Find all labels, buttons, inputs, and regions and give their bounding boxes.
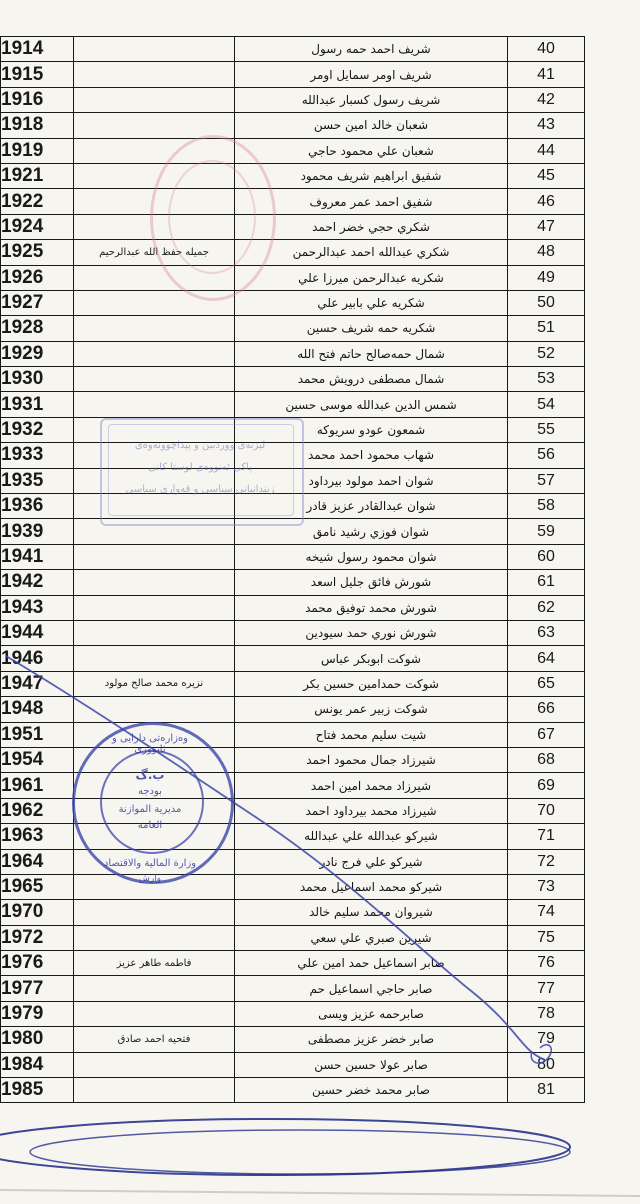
sequence-number-cell: 57 bbox=[508, 468, 585, 493]
employee-code-cell: 1951 bbox=[1, 722, 74, 747]
heir-name-cell bbox=[74, 570, 235, 595]
table-row bbox=[1, 417, 585, 442]
person-name-cell: شفيق احمد عمر معروف bbox=[235, 189, 508, 214]
employee-code-cell: 1936 bbox=[1, 494, 74, 519]
employee-code-cell: 1943 bbox=[1, 595, 74, 620]
employee-code-cell: 1924 bbox=[1, 214, 74, 239]
table-row bbox=[1, 747, 585, 772]
heir-name-cell: نزيره محمد صالح مولود bbox=[74, 671, 235, 696]
sequence-number-cell: 55 bbox=[508, 417, 585, 442]
person-name-cell: شورش فائق جليل اسعد bbox=[235, 570, 508, 595]
sequence-number-cell: 56 bbox=[508, 443, 585, 468]
heir-name-cell bbox=[74, 494, 235, 519]
bottom-ellipse-stroke bbox=[0, 1119, 570, 1175]
person-name-cell: شيرزاد جمال محمود احمد bbox=[235, 747, 508, 772]
sequence-number-cell: 75 bbox=[508, 925, 585, 950]
employee-code-cell: 1935 bbox=[1, 468, 74, 493]
person-name-cell: شفيق ابراهيم شريف محمود bbox=[235, 163, 508, 188]
table-row bbox=[1, 925, 585, 950]
sequence-number-cell: 59 bbox=[508, 519, 585, 544]
employee-code-cell: 1984 bbox=[1, 1052, 74, 1077]
sequence-number-cell: 43 bbox=[508, 113, 585, 138]
table-row bbox=[1, 798, 585, 823]
heir-name-cell: فاطمه طاهر عزيز bbox=[74, 951, 235, 976]
heir-name-cell bbox=[74, 138, 235, 163]
heir-name-cell bbox=[74, 265, 235, 290]
heir-name-cell bbox=[74, 544, 235, 569]
employee-code-cell: 1930 bbox=[1, 367, 74, 392]
heir-name-cell bbox=[74, 87, 235, 112]
ministry-stamp-center-line-3: مديرية الموازنة bbox=[118, 804, 182, 815]
person-name-cell: شوكت زبير عمر يونس bbox=[235, 697, 508, 722]
heir-name-cell bbox=[74, 849, 235, 874]
table-row bbox=[1, 392, 585, 417]
employee-code-cell: 1976 bbox=[1, 951, 74, 976]
sequence-number-cell: 76 bbox=[508, 951, 585, 976]
sequence-number-cell: 44 bbox=[508, 138, 585, 163]
rect-stamp-line-2: پاكی ئه‌نووه‌ی لوستا كانی bbox=[147, 462, 253, 473]
ministry-stamp-top-text: وەزارەتی دارايی و ئابووری bbox=[111, 733, 188, 755]
employee-code-cell: 1928 bbox=[1, 316, 74, 341]
heir-name-cell bbox=[74, 163, 235, 188]
table-row bbox=[1, 849, 585, 874]
sequence-number-cell: 51 bbox=[508, 316, 585, 341]
person-name-cell: شيروان محمد سليم خالد bbox=[235, 900, 508, 925]
table-row bbox=[1, 240, 585, 265]
heir-name-cell bbox=[74, 595, 235, 620]
sequence-number-cell: 46 bbox=[508, 189, 585, 214]
person-name-cell: شكري عبدالله احمد عبدالرحمن bbox=[235, 240, 508, 265]
sequence-number-cell: 40 bbox=[508, 37, 585, 62]
person-name-cell: شكريه علي بابير علي bbox=[235, 290, 508, 315]
person-name-cell: شيرين صبري علي سعي bbox=[235, 925, 508, 950]
roster-table-body bbox=[1, 37, 585, 1103]
sequence-number-cell: 58 bbox=[508, 494, 585, 519]
person-name-cell: شكريه حمه شريف حسين bbox=[235, 316, 508, 341]
employee-code-cell: 1916 bbox=[1, 87, 74, 112]
ministry-stamp-center-line-4: العامة bbox=[137, 820, 163, 831]
sequence-number-cell: 67 bbox=[508, 722, 585, 747]
heir-name-cell bbox=[74, 214, 235, 239]
table-row bbox=[1, 620, 585, 645]
employee-code-cell: 1921 bbox=[1, 163, 74, 188]
heir-name-cell bbox=[74, 976, 235, 1001]
table-row bbox=[1, 595, 585, 620]
table-row bbox=[1, 1027, 585, 1052]
heir-name-cell bbox=[74, 443, 235, 468]
person-name-cell: شيرزاد محمد امين احمد bbox=[235, 773, 508, 798]
heir-name-cell bbox=[74, 113, 235, 138]
employee-code-cell: 1963 bbox=[1, 824, 74, 849]
employee-code-cell: 1914 bbox=[1, 37, 74, 62]
sequence-number-cell: 68 bbox=[508, 747, 585, 772]
employee-code-cell: 1948 bbox=[1, 697, 74, 722]
heir-name-cell bbox=[74, 468, 235, 493]
sequence-number-cell: 70 bbox=[508, 798, 585, 823]
person-name-cell: شريف اومر سمايل اومر bbox=[235, 62, 508, 87]
person-name-cell: شوكت حمدامين حسين بكر bbox=[235, 671, 508, 696]
table-row bbox=[1, 37, 585, 62]
roster-table bbox=[0, 36, 585, 1103]
table-row bbox=[1, 519, 585, 544]
sequence-number-cell: 41 bbox=[508, 62, 585, 87]
heir-name-cell bbox=[74, 189, 235, 214]
sequence-number-cell: 79 bbox=[508, 1027, 585, 1052]
heir-name-cell bbox=[74, 316, 235, 341]
sequence-number-cell: 62 bbox=[508, 595, 585, 620]
table-row bbox=[1, 951, 585, 976]
person-name-cell: شمال مصطفى درويش محمد bbox=[235, 367, 508, 392]
sequence-number-cell: 54 bbox=[508, 392, 585, 417]
person-name-cell: صابرحمه عزيز ويسى bbox=[235, 1001, 508, 1026]
person-name-cell: شريف رسول كسبار عبدالله bbox=[235, 87, 508, 112]
employee-code-cell: 1946 bbox=[1, 646, 74, 671]
heir-name-cell bbox=[74, 367, 235, 392]
sequence-number-cell: 78 bbox=[508, 1001, 585, 1026]
person-name-cell: شيركو علي فرج نادر bbox=[235, 849, 508, 874]
employee-code-cell: 1961 bbox=[1, 773, 74, 798]
heir-name-cell bbox=[74, 747, 235, 772]
person-name-cell: شيركو محمد اسماعيل محمد bbox=[235, 874, 508, 899]
employee-code-cell: 1941 bbox=[1, 544, 74, 569]
person-name-cell: شريف احمد حمه رسول bbox=[235, 37, 508, 62]
heir-name-cell: فتحيه احمد صادق bbox=[74, 1027, 235, 1052]
employee-code-cell: 1979 bbox=[1, 1001, 74, 1026]
table-row bbox=[1, 874, 585, 899]
person-name-cell: شمعون عودو سريوكه bbox=[235, 417, 508, 442]
employee-code-cell: 1964 bbox=[1, 849, 74, 874]
table-row bbox=[1, 316, 585, 341]
person-name-cell: شورش محمد توفيق محمد bbox=[235, 595, 508, 620]
employee-code-cell: 1929 bbox=[1, 341, 74, 366]
sequence-number-cell: 73 bbox=[508, 874, 585, 899]
employee-code-cell: 1927 bbox=[1, 290, 74, 315]
employee-code-cell: 1919 bbox=[1, 138, 74, 163]
table-row bbox=[1, 722, 585, 747]
table-row bbox=[1, 976, 585, 1001]
ministry-stamp-center-code: ب.گ bbox=[135, 768, 165, 782]
sequence-number-cell: 48 bbox=[508, 240, 585, 265]
sequence-number-cell: 53 bbox=[508, 367, 585, 392]
employee-code-cell: 1977 bbox=[1, 976, 74, 1001]
ministry-stamp-under-text: وارش bbox=[138, 874, 162, 884]
person-name-cell: صابر خضر عزيز مصطفى bbox=[235, 1027, 508, 1052]
sequence-number-cell: 74 bbox=[508, 900, 585, 925]
sequence-number-cell: 72 bbox=[508, 849, 585, 874]
heir-name-cell bbox=[74, 697, 235, 722]
table-row bbox=[1, 265, 585, 290]
table-row bbox=[1, 443, 585, 468]
heir-name-cell bbox=[74, 290, 235, 315]
person-name-cell: شعبان خالد امين حسن bbox=[235, 113, 508, 138]
sequence-number-cell: 69 bbox=[508, 773, 585, 798]
bottom-ellipse-stroke-2 bbox=[30, 1130, 570, 1174]
heir-name-cell bbox=[74, 874, 235, 899]
person-name-cell: شوكت ابوبكر عباس bbox=[235, 646, 508, 671]
sequence-number-cell: 64 bbox=[508, 646, 585, 671]
heir-name-cell bbox=[74, 417, 235, 442]
rect-stamp-line-3: زيندانيانی سياسی و قه‌واری سياسی bbox=[125, 484, 275, 495]
heir-name-cell bbox=[74, 773, 235, 798]
heir-name-cell bbox=[74, 925, 235, 950]
sequence-number-cell: 81 bbox=[508, 1078, 585, 1103]
sequence-number-cell: 50 bbox=[508, 290, 585, 315]
sequence-number-cell: 49 bbox=[508, 265, 585, 290]
employee-code-cell: 1980 bbox=[1, 1027, 74, 1052]
heir-name-cell bbox=[74, 620, 235, 645]
employee-code-cell: 1965 bbox=[1, 874, 74, 899]
table-row bbox=[1, 468, 585, 493]
table-row bbox=[1, 367, 585, 392]
table-row bbox=[1, 163, 585, 188]
employee-code-cell: 1925 bbox=[1, 240, 74, 265]
person-name-cell: شوان عبدالقادر عزيز قادر bbox=[235, 494, 508, 519]
person-name-cell: صابر محمد خضر حسين bbox=[235, 1078, 508, 1103]
heir-name-cell: جميله حفظ الله عبدالرحيم bbox=[74, 240, 235, 265]
heir-name-cell bbox=[74, 798, 235, 823]
employee-code-cell: 1918 bbox=[1, 113, 74, 138]
employee-code-cell: 1926 bbox=[1, 265, 74, 290]
sequence-number-cell: 80 bbox=[508, 1052, 585, 1077]
sequence-number-cell: 61 bbox=[508, 570, 585, 595]
sequence-number-cell: 52 bbox=[508, 341, 585, 366]
person-name-cell: شكريه عبدالرحمن ميرزا علي bbox=[235, 265, 508, 290]
table-row bbox=[1, 62, 585, 87]
person-name-cell: صابر عولا حسين حسن bbox=[235, 1052, 508, 1077]
table-row bbox=[1, 1052, 585, 1077]
employee-code-cell: 1947 bbox=[1, 671, 74, 696]
person-name-cell: شيركو عبدالله علي عبدالله bbox=[235, 824, 508, 849]
person-name-cell: شوان فوزي رشيد نامق bbox=[235, 519, 508, 544]
employee-code-cell: 1933 bbox=[1, 443, 74, 468]
table-row bbox=[1, 544, 585, 569]
table-row bbox=[1, 646, 585, 671]
table-row bbox=[1, 290, 585, 315]
sequence-number-cell: 66 bbox=[508, 697, 585, 722]
person-name-cell: شكري حجي خضر احمد bbox=[235, 214, 508, 239]
heir-name-cell bbox=[74, 1001, 235, 1026]
person-name-cell: شهاب محمود احمد محمد bbox=[235, 443, 508, 468]
rect-stamp-line-1: ليژنه‌ی ووردبين و پيداچوونه‌وه‌ی bbox=[134, 440, 266, 451]
heir-name-cell bbox=[74, 392, 235, 417]
table-row bbox=[1, 341, 585, 366]
sequence-number-cell: 47 bbox=[508, 214, 585, 239]
person-name-cell: صابر اسماعيل حمد امين علي bbox=[235, 951, 508, 976]
person-name-cell: شمس الدين عبدالله موسى حسين bbox=[235, 392, 508, 417]
heir-name-cell bbox=[74, 519, 235, 544]
heir-name-cell bbox=[74, 824, 235, 849]
heir-name-cell bbox=[74, 646, 235, 671]
sequence-number-cell: 71 bbox=[508, 824, 585, 849]
person-name-cell: شيرزاد محمد بيرداود احمد bbox=[235, 798, 508, 823]
table-row bbox=[1, 671, 585, 696]
person-name-cell: شوان احمد مولود بيرداود bbox=[235, 468, 508, 493]
table-row bbox=[1, 494, 585, 519]
heir-name-cell bbox=[74, 1078, 235, 1103]
table-row bbox=[1, 214, 585, 239]
person-name-cell: شيت سليم محمد فتاح bbox=[235, 722, 508, 747]
table-row bbox=[1, 773, 585, 798]
table-row bbox=[1, 189, 585, 214]
table-row bbox=[1, 697, 585, 722]
table-row bbox=[1, 138, 585, 163]
page-bottom-edge bbox=[0, 1190, 640, 1196]
sequence-number-cell: 60 bbox=[508, 544, 585, 569]
employee-code-cell: 1931 bbox=[1, 392, 74, 417]
heir-name-cell bbox=[74, 62, 235, 87]
sequence-number-cell: 63 bbox=[508, 620, 585, 645]
employee-code-cell: 1939 bbox=[1, 519, 74, 544]
table-row bbox=[1, 570, 585, 595]
person-name-cell: شعبان علي محمود حاجي bbox=[235, 138, 508, 163]
employee-code-cell: 1962 bbox=[1, 798, 74, 823]
table-row bbox=[1, 113, 585, 138]
ministry-stamp-bottom-text: وزارة المالية والاقتصاد bbox=[103, 858, 197, 869]
table-row bbox=[1, 900, 585, 925]
sequence-number-cell: 77 bbox=[508, 976, 585, 1001]
person-name-cell: شوان محمود رسول شيخه bbox=[235, 544, 508, 569]
employee-code-cell: 1915 bbox=[1, 62, 74, 87]
employee-code-cell: 1942 bbox=[1, 570, 74, 595]
heir-name-cell bbox=[74, 37, 235, 62]
employee-code-cell: 1972 bbox=[1, 925, 74, 950]
heir-name-cell bbox=[74, 722, 235, 747]
person-name-cell: صابر حاجي اسماعيل حم bbox=[235, 976, 508, 1001]
sequence-number-cell: 65 bbox=[508, 671, 585, 696]
heir-name-cell bbox=[74, 341, 235, 366]
sequence-number-cell: 42 bbox=[508, 87, 585, 112]
table-row bbox=[1, 1078, 585, 1103]
employee-code-cell: 1954 bbox=[1, 747, 74, 772]
heir-name-cell bbox=[74, 900, 235, 925]
person-name-cell: شمال حمه‌صالح حاتم فتح الله bbox=[235, 341, 508, 366]
ministry-stamp-center-line-2: بودجه bbox=[138, 786, 162, 797]
person-name-cell: شورش نوري حمد سيودين bbox=[235, 620, 508, 645]
heir-name-cell bbox=[74, 1052, 235, 1077]
sequence-number-cell: 45 bbox=[508, 163, 585, 188]
employee-code-cell: 1922 bbox=[1, 189, 74, 214]
employee-code-cell: 1932 bbox=[1, 417, 74, 442]
table-row bbox=[1, 87, 585, 112]
employee-code-cell: 1970 bbox=[1, 900, 74, 925]
table-row bbox=[1, 1001, 585, 1026]
employee-code-cell: 1985 bbox=[1, 1078, 74, 1103]
table-row bbox=[1, 824, 585, 849]
employee-code-cell: 1944 bbox=[1, 620, 74, 645]
